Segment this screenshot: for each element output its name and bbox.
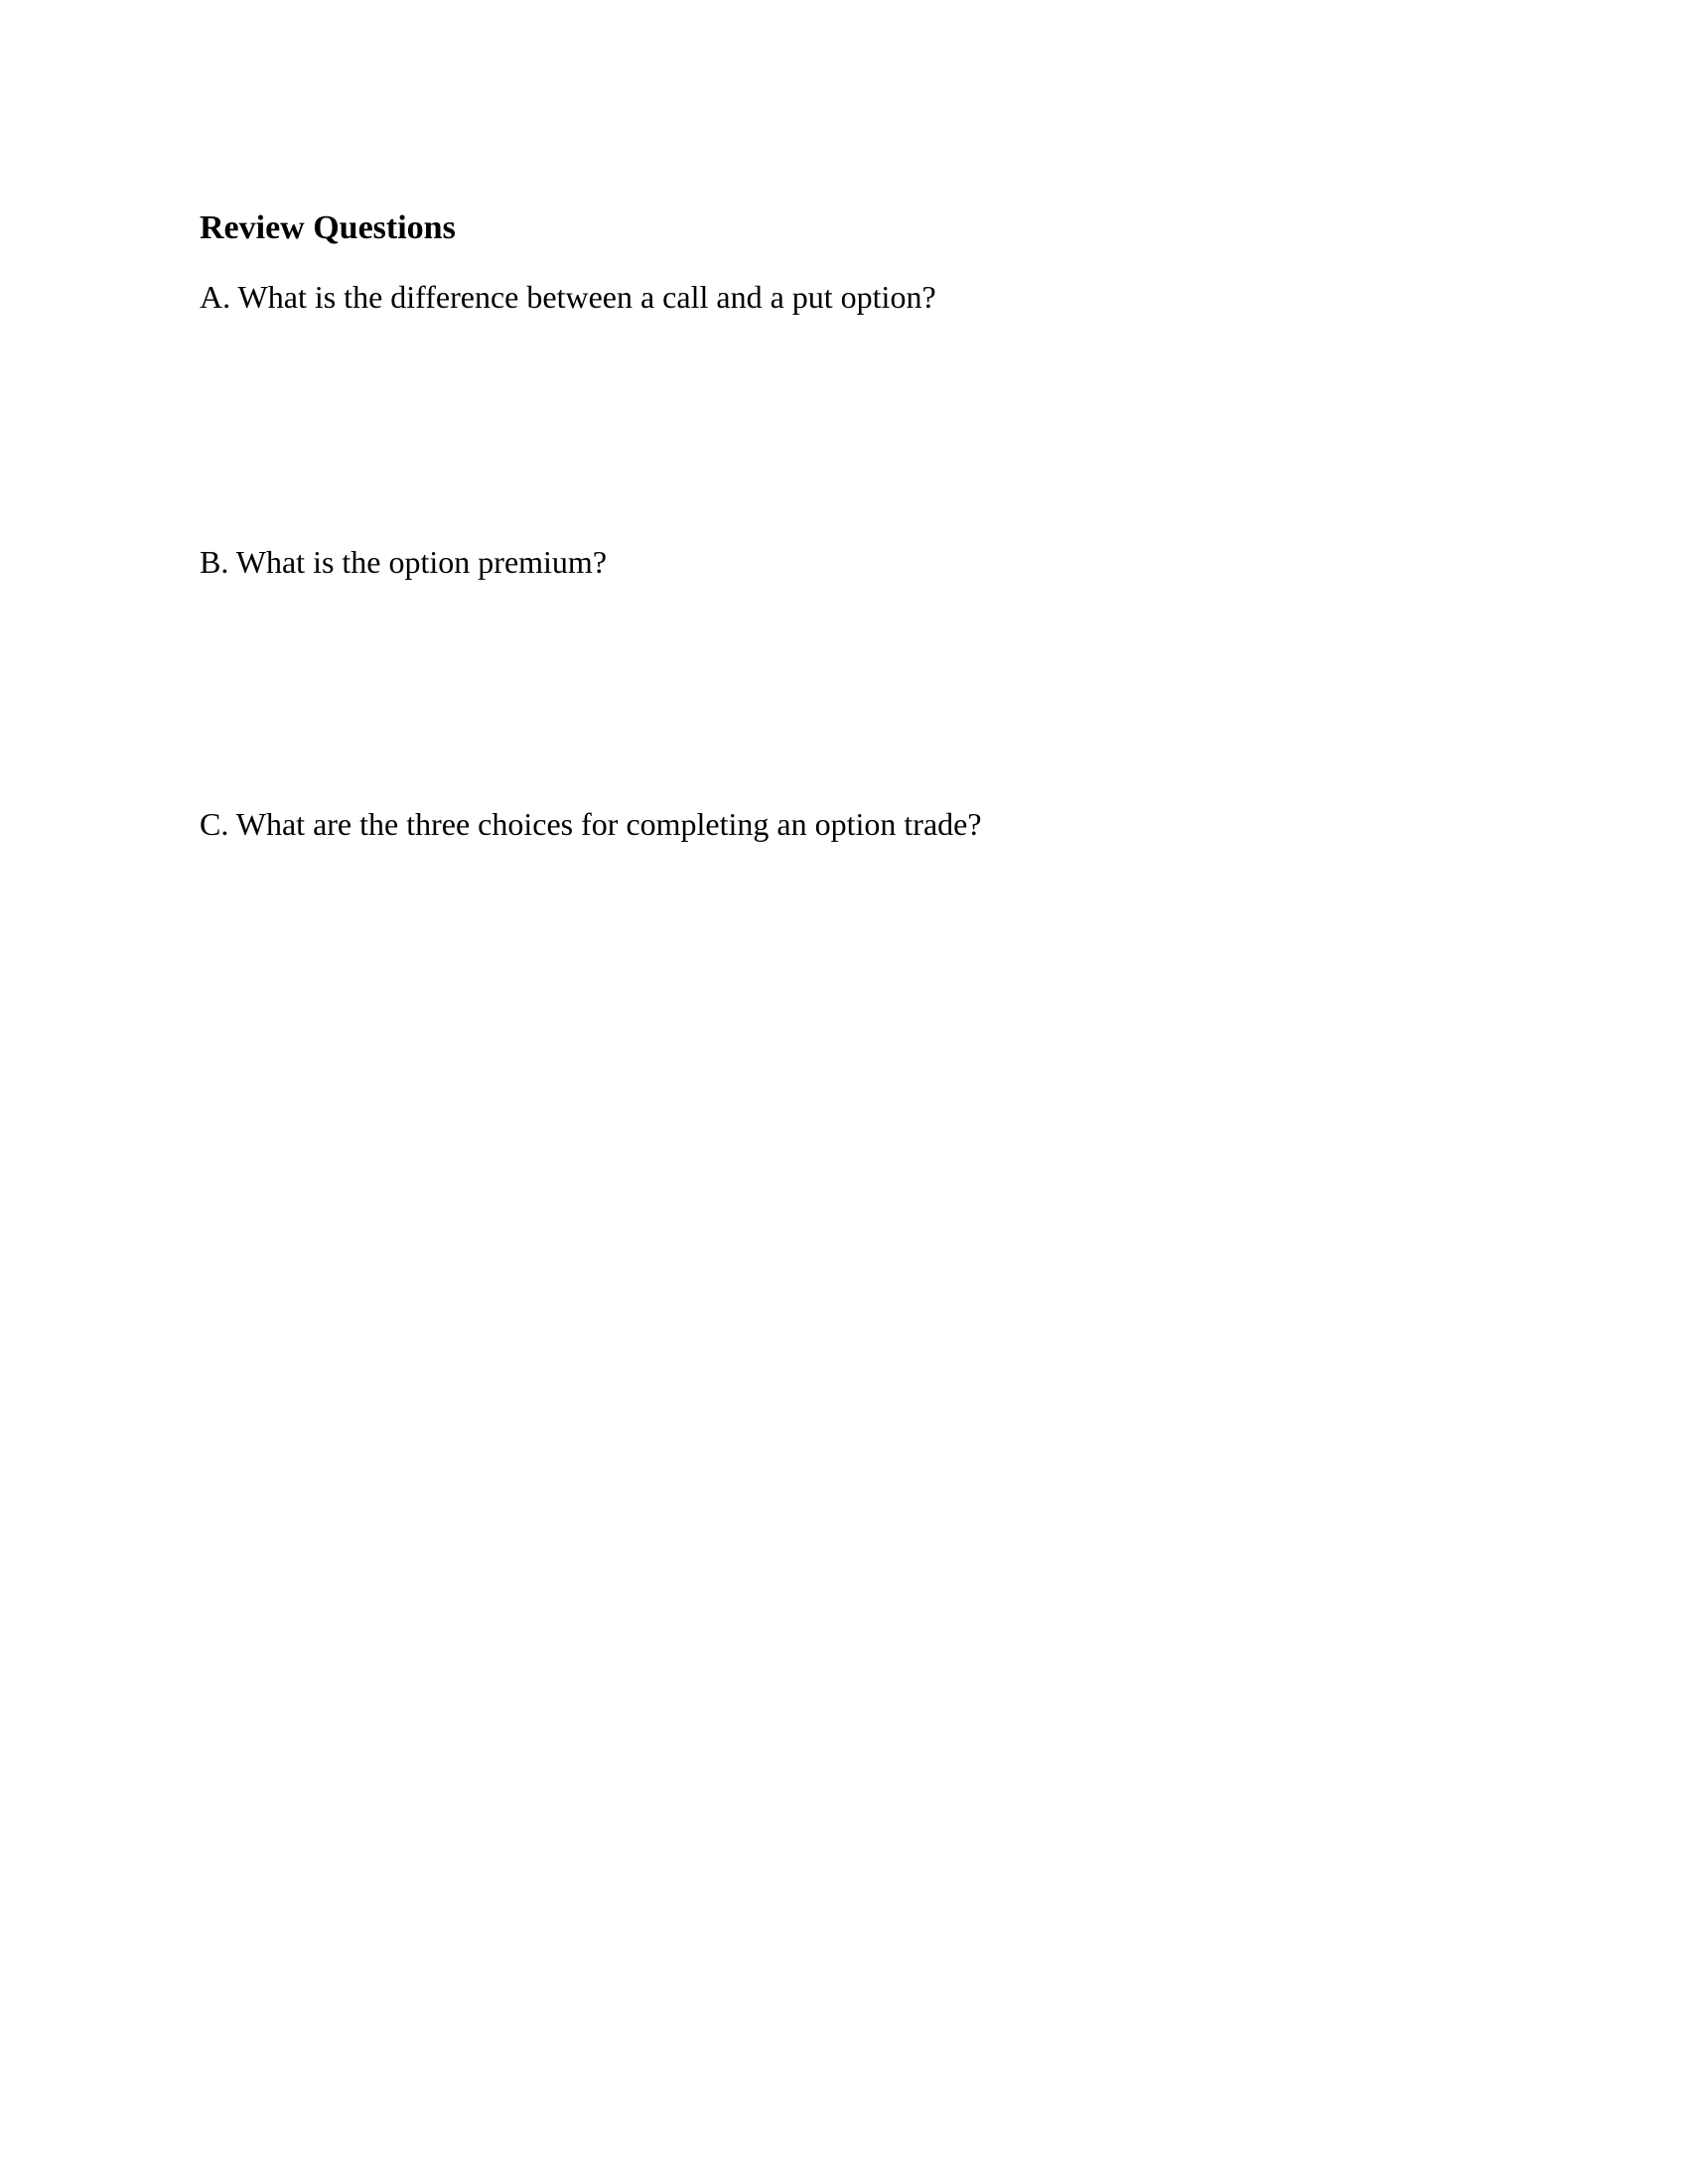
question-a: A. What is the difference between a call and a put option? <box>200 279 936 315</box>
question-b: B. What is the option premium? <box>200 544 608 580</box>
question-c: C. What are the three choices for completing an option trade? <box>200 806 982 842</box>
page-title: Review Questions <box>200 209 456 246</box>
